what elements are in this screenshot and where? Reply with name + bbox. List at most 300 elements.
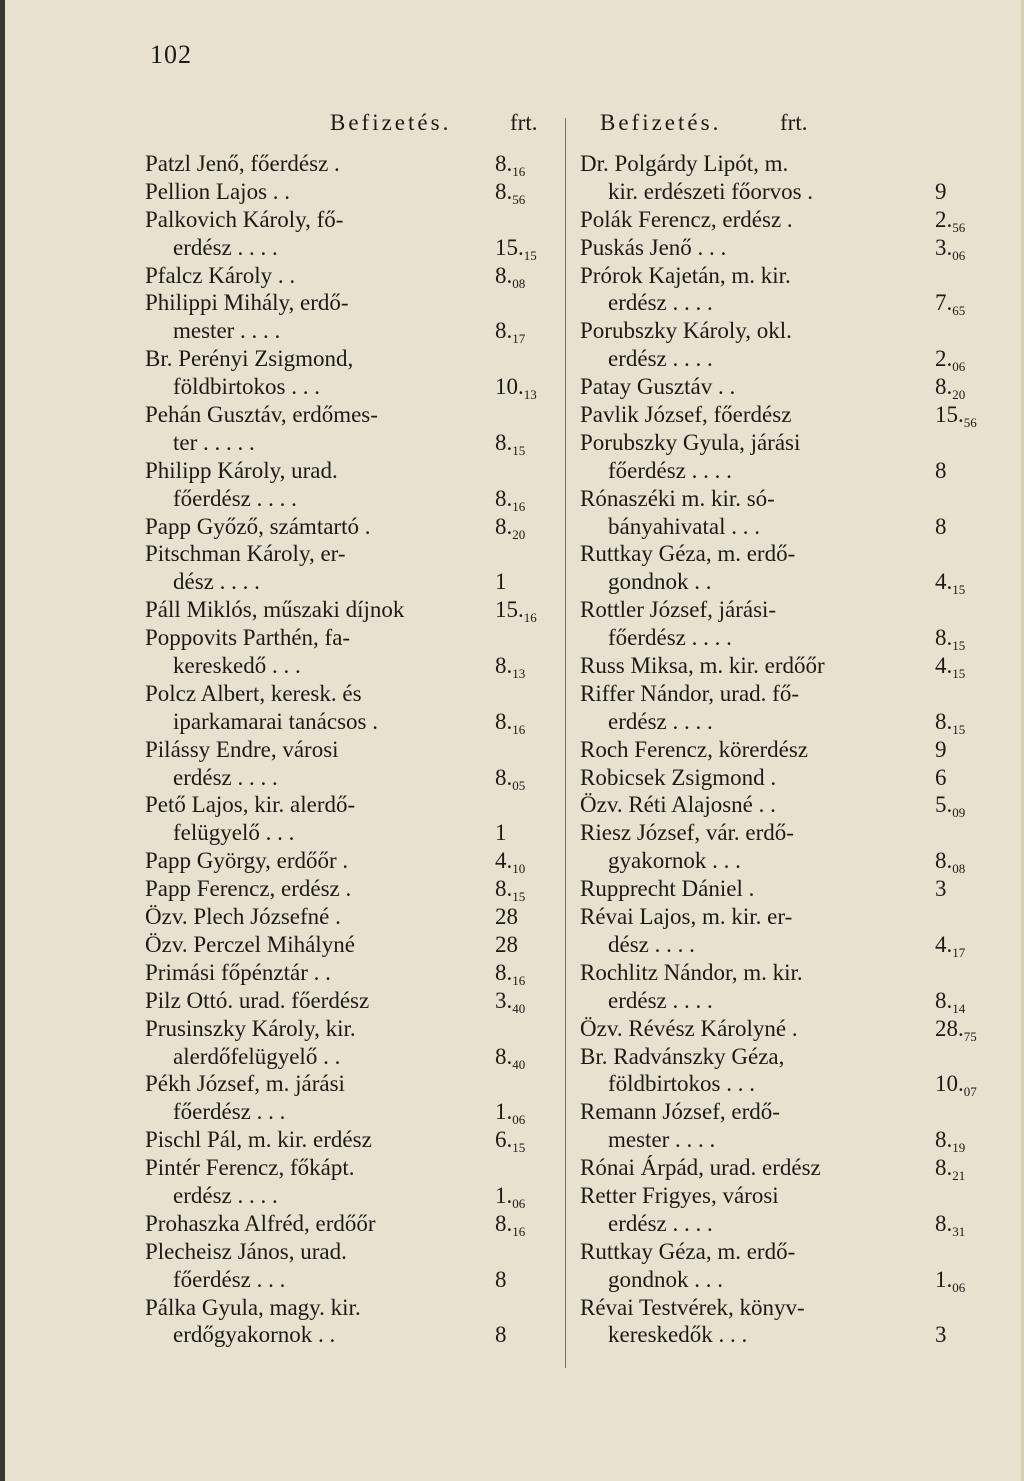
entry-text: Russ Miksa, m. kir. erdőőr (580, 653, 825, 679)
entry-row (580, 513, 990, 541)
entry-text: főerdész . . . (173, 1266, 286, 1292)
entry-row (580, 206, 990, 234)
amount-forint: 9 (935, 178, 947, 204)
amount-forint: 4. (935, 569, 953, 595)
entry-text: dész . . . . (173, 569, 260, 595)
amount-forint: 8 (935, 513, 947, 539)
amount-krajcar: 16 (512, 1223, 526, 1239)
amount-krajcar: 56 (512, 191, 526, 207)
entry-text: Révai Lajos, m. kir. er- (580, 904, 793, 930)
entry-text: Ruttkay Géza, m. erdő- (580, 1238, 796, 1264)
amount-krajcar: 15 (952, 638, 966, 654)
entry-row (145, 875, 555, 903)
entry-text: Patzl Jenő, főerdész . (145, 151, 340, 176)
entry-row (580, 568, 990, 596)
entry-row (580, 150, 990, 178)
amount-forint: 28. (935, 1015, 964, 1041)
entry-row (145, 206, 555, 234)
entry-row (580, 931, 990, 959)
amount-forint: 10. (495, 374, 524, 400)
entry-text: erdész . . . . (173, 1182, 278, 1208)
amount-forint: 4. (935, 653, 953, 679)
entry-row (580, 652, 990, 680)
entry-row (580, 373, 990, 401)
entry-row (145, 819, 555, 847)
amount-forint: 2. (935, 206, 953, 232)
entry-row (145, 289, 555, 317)
entry-row (145, 1015, 555, 1043)
entry-row (145, 1321, 555, 1349)
entry-amount (935, 206, 965, 234)
entry-row (145, 513, 555, 541)
amount-forint: 28 (495, 931, 518, 957)
entry-amount (495, 485, 525, 513)
entry-text: Roch Ferencz, körerdész (580, 736, 808, 762)
entry-row (145, 1294, 555, 1322)
amount-forint: 3 (935, 876, 947, 902)
amount-forint: 2. (935, 346, 953, 372)
entry-amount (935, 373, 965, 401)
entry-row (145, 652, 555, 680)
entry-row (580, 736, 990, 764)
amount-forint: 8. (495, 653, 513, 679)
amount-krajcar: 07 (963, 1084, 977, 1100)
amount-forint: 8. (495, 876, 513, 902)
amount-forint: 3. (495, 987, 513, 1013)
amount-krajcar: 06 (952, 359, 966, 375)
entry-amount (495, 568, 507, 596)
amount-forint: 1. (935, 1266, 953, 1292)
entry-row (145, 596, 555, 624)
entry-text: Rochlitz Nándor, m. kir. (580, 959, 803, 985)
amount-forint: 7. (935, 290, 953, 316)
entry-row (145, 1266, 555, 1294)
entry-row (580, 987, 990, 1015)
amount-forint: 8 (495, 1322, 507, 1348)
entry-text: Palkovich Károly, fő- (145, 206, 344, 232)
amount-krajcar: 20 (952, 387, 966, 403)
entry-text: gondnok . . (608, 569, 712, 595)
entry-row (145, 1210, 555, 1238)
entry-row (580, 457, 990, 485)
entry-amount (935, 345, 965, 373)
entry-text: alerdőfelügyelő . . (173, 1043, 341, 1069)
entry-row (580, 234, 990, 262)
entry-text: Pavlik József, főerdész (580, 402, 792, 428)
entry-row (145, 708, 555, 736)
entry-row (145, 1098, 555, 1126)
entry-row (580, 1043, 990, 1071)
amount-forint: 8. (495, 178, 513, 204)
amount-krajcar: 15 (952, 721, 966, 737)
amount-krajcar: 15 (952, 666, 966, 682)
entry-row (580, 317, 990, 345)
entry-amount (935, 652, 965, 680)
amount-forint: 3. (935, 234, 953, 260)
entry-amount (495, 234, 537, 262)
entry-amount (495, 931, 518, 959)
right-column (580, 110, 990, 1349)
entry-amount (495, 373, 537, 401)
entry-row (580, 819, 990, 847)
amount-forint: 6. (495, 1127, 513, 1153)
entry-row (145, 457, 555, 485)
entry-text: erdész . . . . (173, 764, 278, 790)
entry-amount (495, 903, 518, 931)
amount-krajcar: 08 (512, 275, 526, 291)
entry-text: Prohaszka Alfréd, erdőőr (145, 1210, 376, 1236)
entry-text: kereskedők . . . (608, 1322, 748, 1348)
amount-krajcar: 56 (952, 219, 966, 235)
entry-text: erdész . . . . (608, 1210, 713, 1236)
entry-amount (935, 1321, 947, 1349)
entry-amount (935, 1126, 965, 1154)
entry-row (145, 764, 555, 792)
amount-krajcar: 31 (952, 1223, 966, 1239)
entry-row (145, 1070, 555, 1098)
entry-text: gondnok . . . (608, 1266, 723, 1292)
entry-row (145, 1043, 555, 1071)
entry-amount (935, 289, 965, 317)
entry-amount (935, 624, 965, 652)
amount-forint: 8 (935, 457, 947, 483)
entry-text: felügyelő . . . (173, 820, 295, 846)
amount-forint: 8. (495, 513, 513, 539)
left-entries (145, 150, 555, 1349)
amount-krajcar: 56 (963, 415, 977, 431)
entry-text: kereskedő . . . (173, 653, 301, 679)
entry-amount (495, 987, 525, 1015)
entry-text: Philipp Károly, urad. (145, 457, 338, 483)
amount-forint: 8. (935, 987, 953, 1013)
amount-forint: 8 (495, 1266, 507, 1292)
entry-text: Polák Ferencz, erdész . (580, 206, 793, 232)
amount-forint: 15. (495, 597, 524, 623)
amount-forint: 1. (495, 1182, 513, 1208)
entry-row (145, 540, 555, 568)
amount-forint: 6 (935, 764, 947, 790)
entry-row (145, 401, 555, 429)
amount-forint: 3 (935, 1322, 947, 1348)
entry-text: földbirtokos . . . (173, 374, 320, 400)
amount-forint: 5. (935, 792, 953, 818)
amount-krajcar: 15 (952, 582, 966, 598)
entry-row (145, 1238, 555, 1266)
entry-row (580, 903, 990, 931)
entry-amount (935, 875, 947, 903)
entry-row (580, 624, 990, 652)
entry-amount (495, 262, 525, 290)
amount-forint: 8. (935, 848, 953, 874)
amount-forint: 1 (495, 820, 507, 846)
amount-krajcar: 15 (512, 1140, 526, 1156)
amount-krajcar: 40 (512, 1000, 526, 1016)
entry-text: Pékh József, m. járási (145, 1071, 345, 1097)
entry-text: erdész . . . . (608, 346, 713, 372)
amount-forint: 9 (935, 736, 947, 762)
entry-text: Prusinszky Károly, kir. (145, 1015, 356, 1041)
entry-row (580, 764, 990, 792)
entry-row (580, 847, 990, 875)
entry-text: Puskás Jenő . . . (580, 234, 727, 260)
entry-amount (495, 819, 507, 847)
entry-text: erdész . . . . (608, 290, 713, 316)
entry-row (580, 1098, 990, 1126)
amount-forint: 8. (495, 262, 513, 288)
left-column (145, 110, 555, 1349)
entry-text: Révai Testvérek, könyv- (580, 1294, 805, 1320)
amount-forint: 1. (495, 1099, 513, 1125)
entry-row (580, 708, 990, 736)
amount-forint: 8. (495, 1043, 513, 1069)
entry-text: Pitschman Károly, er- (145, 541, 346, 567)
entry-text: Pető Lajos, kir. alerdő- (145, 792, 356, 818)
entry-row (145, 987, 555, 1015)
entry-text: mester . . . . (608, 1127, 716, 1153)
entry-row (145, 736, 555, 764)
amount-forint: 4. (495, 848, 513, 874)
entry-text: erdész . . . . (608, 708, 713, 734)
entry-text: Patay Gusztáv . . (580, 374, 736, 400)
entry-amount (495, 708, 525, 736)
amount-krajcar: 65 (952, 303, 966, 319)
entry-text: mester . . . . (173, 318, 281, 344)
page-number: 102 (150, 40, 192, 69)
entry-row (580, 289, 990, 317)
entry-text: iparkamarai tanácsos . (173, 708, 378, 734)
entry-row (580, 1238, 990, 1266)
entry-text: Retter Frigyes, városi (580, 1182, 779, 1208)
amount-krajcar: 15 (512, 442, 526, 458)
entry-text: Özv. Réti Alajosné . . (580, 792, 776, 818)
entry-row (145, 345, 555, 373)
entry-text: Porubszky Gyula, járási (580, 429, 801, 455)
entry-text: Pischl Pál, m. kir. erdész (145, 1127, 372, 1153)
entry-amount (495, 847, 525, 875)
entry-text: Polcz Albert, keresk. és (145, 680, 362, 706)
amount-forint: 8. (495, 708, 513, 734)
entry-amount (495, 1321, 507, 1349)
entry-row (580, 1182, 990, 1210)
entry-amount (495, 178, 525, 206)
entry-text: főerdész . . . (173, 1099, 286, 1125)
entry-row (145, 624, 555, 652)
entry-text: Rupprecht Dániel . (580, 876, 755, 902)
entry-text: Porubszky Károly, okl. (580, 318, 792, 344)
amount-krajcar: 06 (512, 1112, 526, 1128)
entry-amount (935, 791, 965, 819)
entry-amount (935, 764, 947, 792)
entry-amount (495, 596, 537, 624)
entry-row (580, 1294, 990, 1322)
amount-krajcar: 13 (512, 666, 526, 682)
entry-text: dész . . . . (608, 931, 695, 957)
entry-row (145, 903, 555, 931)
amount-krajcar: 16 (512, 721, 526, 737)
entry-amount (495, 652, 525, 680)
entry-amount (935, 847, 965, 875)
amount-forint: 8. (935, 625, 953, 651)
entry-text: Özv. Perczel Mihályné (145, 931, 355, 957)
entry-row (145, 150, 555, 178)
entry-amount (935, 1154, 965, 1182)
amount-krajcar: 16 (523, 610, 537, 626)
amount-forint: 1 (495, 569, 507, 595)
entry-text: Pehán Gusztáv, erdőmes- (145, 402, 378, 428)
entry-row (145, 680, 555, 708)
entry-row (580, 680, 990, 708)
entry-row (145, 959, 555, 987)
entry-amount (495, 1098, 525, 1126)
entry-amount (935, 513, 947, 541)
entry-text: Pálka Gyula, magy. kir. (145, 1294, 361, 1320)
entry-row (580, 1210, 990, 1238)
entry-text: erdész . . . . (173, 234, 278, 260)
entry-amount (935, 457, 947, 485)
amount-krajcar: 20 (512, 526, 526, 542)
entry-text: Páll Miklós, műszaki díjnok (145, 597, 405, 623)
entry-row (580, 1070, 990, 1098)
entry-row (580, 1126, 990, 1154)
entry-amount (935, 1266, 965, 1294)
entry-amount (495, 1182, 525, 1210)
amount-krajcar: 05 (512, 777, 526, 793)
entry-amount (935, 708, 965, 736)
amount-krajcar: 19 (952, 1140, 966, 1156)
entry-text: Pilz Ottó. urad. főerdész (145, 987, 370, 1013)
amount-krajcar: 09 (952, 805, 966, 821)
entry-row (145, 568, 555, 596)
amount-forint: 8. (935, 1127, 953, 1153)
entry-amount (495, 150, 525, 178)
entry-row (580, 1266, 990, 1294)
entry-row (580, 959, 990, 987)
entry-text: gyakornok . . . (608, 848, 741, 874)
entry-text: Plecheisz János, urad. (145, 1238, 347, 1264)
entry-text: erdőgyakornok . . (173, 1322, 336, 1348)
entry-amount (935, 1210, 965, 1238)
entry-amount (495, 1266, 507, 1294)
entry-amount (495, 1043, 525, 1071)
entry-text: Br. Perényi Zsigmond, (145, 346, 354, 372)
amount-forint: 28 (495, 904, 518, 930)
entry-amount (935, 568, 965, 596)
entry-row (580, 1321, 990, 1349)
entry-amount (935, 987, 965, 1015)
page-binding-edge (0, 0, 5, 1481)
entry-row (580, 596, 990, 624)
entry-text: Poppovits Parthén, fa- (145, 625, 351, 651)
entry-text: Riffer Nándor, urad. fő- (580, 680, 799, 706)
entry-amount (935, 178, 947, 206)
entry-text: főerdész . . . . (608, 457, 732, 483)
entry-row (145, 931, 555, 959)
entry-text: főerdész . . . . (173, 485, 297, 511)
entry-row (580, 178, 990, 206)
entry-row (580, 345, 990, 373)
entry-text: Özv. Plech Józsefné . (145, 904, 341, 930)
amount-krajcar: 17 (952, 944, 966, 960)
entry-text: kir. erdészeti főorvos . (608, 178, 814, 204)
entry-row (580, 1015, 990, 1043)
amount-krajcar: 06 (952, 1279, 966, 1295)
amount-krajcar: 10 (512, 861, 526, 877)
entry-amount (495, 875, 525, 903)
entry-amount (495, 1210, 525, 1238)
entry-row (145, 1154, 555, 1182)
right-column-header (580, 110, 990, 150)
entry-row (145, 847, 555, 875)
entry-text: Rottler József, járási- (580, 597, 777, 623)
entry-text: bányahivatal . . . (608, 513, 761, 539)
entry-text: Riesz József, vár. erdő- (580, 820, 794, 846)
entry-text: Papp Győző, számtartó . (145, 513, 371, 539)
amount-krajcar: 75 (963, 1028, 977, 1044)
entry-text: Pfalcz Károly . . (145, 262, 296, 288)
amount-forint: 8. (495, 151, 513, 176)
amount-krajcar: 16 (512, 164, 526, 179)
entry-row (145, 262, 555, 290)
entry-text: erdész . . . . (608, 987, 713, 1013)
entry-row (145, 234, 555, 262)
entry-text: ter . . . . . (173, 429, 255, 455)
amount-forint: 8. (495, 485, 513, 511)
amount-forint: 15. (935, 402, 964, 428)
amount-krajcar: 06 (512, 1195, 526, 1211)
amount-krajcar: 15 (512, 889, 526, 905)
entry-text: főerdész . . . . (608, 625, 732, 651)
entry-amount (935, 1070, 977, 1098)
amount-krajcar: 14 (952, 1000, 966, 1016)
amount-krajcar: 06 (952, 247, 966, 263)
amount-krajcar: 16 (512, 972, 526, 988)
amount-forint: 8. (495, 959, 513, 985)
entry-text: Ruttkay Géza, m. erdő- (580, 541, 796, 567)
entry-amount (495, 317, 525, 345)
entry-text: Pellion Lajos . . (145, 178, 291, 204)
amount-krajcar: 21 (952, 1168, 966, 1184)
entry-row (580, 262, 990, 290)
entry-row (145, 1182, 555, 1210)
entry-row (145, 429, 555, 457)
entry-text: Primási főpénztár . . (145, 959, 331, 985)
entry-row (580, 791, 990, 819)
amount-forint: 10. (935, 1071, 964, 1097)
amount-forint: 4. (935, 931, 953, 957)
entry-row (145, 485, 555, 513)
entry-amount (495, 764, 525, 792)
entry-text: Papp Ferencz, erdész . (145, 876, 352, 902)
entry-text: Prórok Kajetán, m. kir. (580, 262, 791, 288)
amount-krajcar: 15 (523, 247, 537, 263)
entry-row (145, 373, 555, 401)
entry-row (145, 1126, 555, 1154)
entry-row (145, 791, 555, 819)
entry-amount (495, 1126, 525, 1154)
entry-amount (495, 513, 525, 541)
amount-forint: 8. (935, 708, 953, 734)
amount-krajcar: 13 (523, 387, 537, 403)
amount-forint: 8. (935, 1155, 953, 1181)
entry-text: Robicsek Zsigmond . (580, 764, 777, 790)
amount-forint: 15. (495, 234, 524, 260)
entry-text: Papp György, erdőőr . (145, 848, 349, 874)
amount-forint: 8. (495, 318, 513, 344)
left-header-unit: frt. (510, 110, 538, 135)
amount-forint: 8. (935, 374, 953, 400)
column-divider (565, 118, 566, 1368)
entry-text: Pilássy Endre, városi (145, 736, 339, 762)
